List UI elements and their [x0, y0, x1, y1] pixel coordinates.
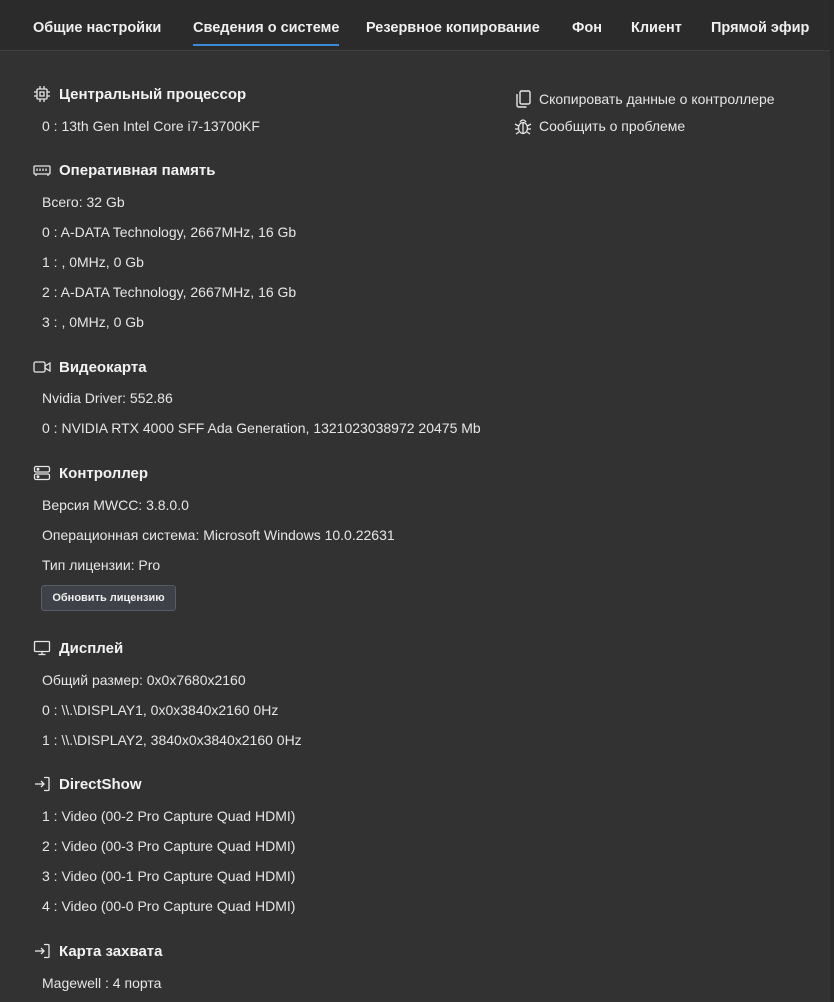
ram-line: Всего: 32 Gb [42, 194, 125, 210]
window-edge [830, 0, 834, 1002]
ram-line: 0 : A-DATA Technology, 2667MHz, 16 Gb [42, 224, 297, 240]
controller-line: Версия MWCC: 3.8.0.0 [42, 497, 189, 513]
bug-icon [512, 115, 534, 137]
gpu-line: 0 : NVIDIA RTX 4000 SFF Ada Generation, 1321023038972 20475 Mb [42, 420, 481, 436]
directshow-section-title [32, 774, 142, 794]
ram-line: 1 : , 0MHz, 0 Gb [42, 254, 144, 270]
capture-title: Карта захвата [59, 942, 163, 960]
ram-section-title [32, 160, 216, 180]
display-line: Общий размер: 0x0x7680x2160 [42, 672, 246, 688]
controller-line: Тип лицензии: Pro [42, 557, 161, 573]
tab-live[interactable]: Прямой эфир [711, 20, 810, 36]
tab-bar [0, 0, 834, 51]
directshow-line: 4 : Video (00-0 Pro Capture Quad HDMI) [42, 898, 296, 914]
update-license-button[interactable]: Обновить лицензию [41, 585, 176, 611]
directshow-title: DirectShow [59, 775, 142, 793]
directshow-line: 2 : Video (00-3 Pro Capture Quad HDMI) [42, 838, 296, 854]
cpu-icon [32, 84, 52, 104]
tab-general-settings[interactable]: Общие настройки [33, 20, 162, 36]
video-camera-icon [32, 357, 52, 377]
controller-title: Контроллер [59, 464, 149, 482]
cpu-title: Центральный процессор [59, 85, 247, 103]
gpu-section-title [32, 357, 147, 377]
gpu-title: Видеокарта [59, 358, 147, 376]
display-line: 1 : \\.\DISPLAY2, 3840x0x3840x2160 0Hz [42, 732, 302, 748]
capture-section-title [32, 941, 163, 961]
report-problem-link[interactable] [512, 115, 685, 137]
controller-line: Операционная система: Microsoft Windows 10.0.22631 [42, 527, 395, 543]
monitor-icon [32, 638, 52, 658]
display-section-title [32, 638, 123, 658]
sign-in-arrow-icon [32, 774, 52, 794]
tab-system-info[interactable]: Сведения о системе [193, 20, 340, 36]
gpu-line: Nvidia Driver: 552.86 [42, 390, 173, 406]
tab-background[interactable]: Фон [572, 20, 602, 36]
tab-backup[interactable]: Резервное копирование [366, 20, 540, 36]
sign-in-arrow-icon [32, 941, 52, 961]
copy-controller-data-label: Скопировать данные о контроллере [539, 91, 775, 107]
display-line: 0 : \\.\DISPLAY1, 0x0x3840x2160 0Hz [42, 702, 279, 718]
copy-icon [512, 88, 534, 110]
ram-line: 2 : A-DATA Technology, 2667MHz, 16 Gb [42, 284, 297, 300]
tab-client[interactable]: Клиент [631, 20, 682, 36]
cpu-section-title [32, 84, 246, 104]
server-icon [32, 463, 52, 483]
copy-controller-data-link[interactable] [512, 88, 775, 110]
ram-line: 3 : , 0MHz, 0 Gb [42, 314, 144, 330]
directshow-line: 1 : Video (00-2 Pro Capture Quad HDMI) [42, 808, 296, 824]
directshow-line: 3 : Video (00-1 Pro Capture Quad HDMI) [42, 868, 296, 884]
memory-icon [32, 160, 52, 180]
ram-title: Оперативная память [59, 161, 216, 179]
display-title: Дисплей [59, 639, 124, 657]
controller-section-title [32, 463, 148, 483]
report-problem-label: Сообщить о проблеме [539, 118, 686, 134]
cpu-line: 0 : 13th Gen Intel Core i7-13700KF [42, 118, 260, 134]
capture-line: Magewell : 4 порта [42, 975, 162, 991]
